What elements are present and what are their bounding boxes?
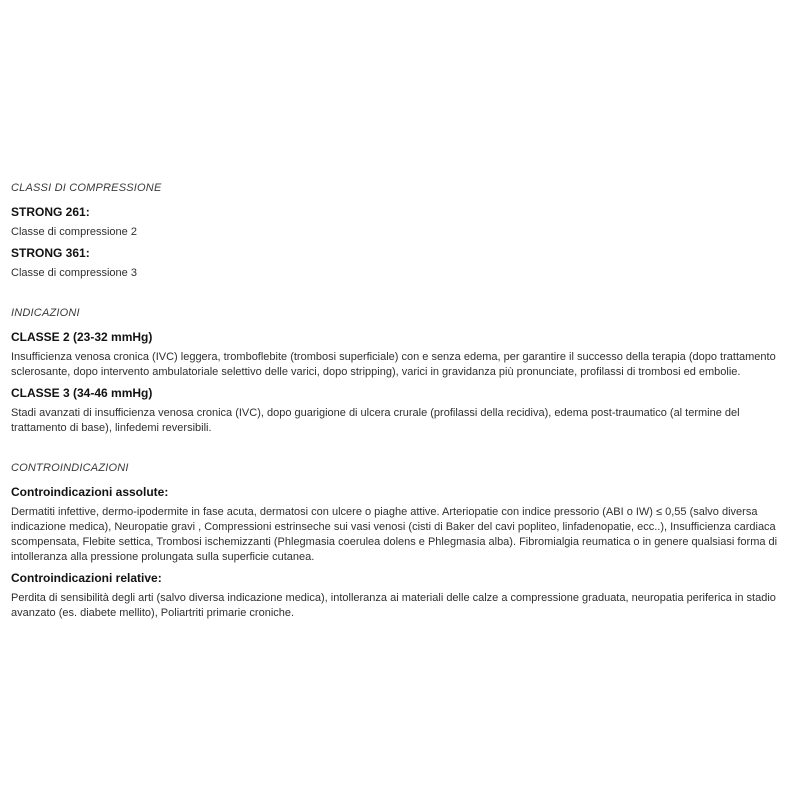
section-classi-di-compressione (11, 182, 781, 281)
paragraph-controindicazioni-relative: Perdita di sensibilità degli arti (salvo diversa indicazione medica), intolleranza ai materiali delle calze a compressione graduata, neuropatia periferica in stadio avanzato (es. diabete mellito), Poliartriti primarie croniche. (11, 592, 776, 619)
section-heading-indicazioni: INDICAZIONI (11, 307, 80, 319)
subheading-strong-361: STRONG 361: (11, 246, 90, 260)
subheading-controindicazioni-assolute: Controindicazioni assolute: (11, 485, 169, 499)
section-controindicazioni (11, 462, 781, 621)
section-indicazioni (11, 307, 781, 436)
paragraph-classe-compressione-2: Classe di compressione 2 (11, 226, 137, 238)
paragraph-classe-compressione-3: Classe di compressione 3 (11, 267, 137, 279)
section-heading-classi-di-compressione: CLASSI DI COMPRESSIONE (11, 182, 162, 194)
subheading-classe-2: CLASSE 2 (23-32 mmHg) (11, 330, 153, 344)
subheading-controindicazioni-relative: Controindicazioni relative: (11, 571, 162, 585)
paragraph-indicazioni-classe-2: Insufficienza venosa cronica (IVC) leggera, tromboflebite (trombosi superficiale) con e senza edema, per garantire il successo della terapia (dopo trattamento sclerosante, dopo intervento ambulatoriale selettivo delle varici, dopo stripping), varici in gravidanza più pronunciate, profilassi di trombosi ed embolie. (11, 351, 776, 378)
subheading-strong-261: STRONG 261: (11, 205, 90, 219)
paragraph-controindicazioni-assolute: Dermatiti infettive, dermo-ipodermite in fase acuta, dermatosi con ulcere o piaghe attive. Arteriopatie con indice pressorio (ABI o IW) ≤ 0,55 (salvo diversa indicazione medica), Neuropatie gravi , Compressioni estrinseche sui vasi venosi (cisti di Baker del cavi popliteo, linfadenopatie, ecc..), Insufficienza cardiaca scompensata, Flebite settica, Trombosi ischemizzanti (Phlegmasia coerulea dolens e Phlegmasia alba). Fibromialgia reumatica o in genere qualsiasi forma di intolleranza alla pressione prolungata sulla superficie cutanea. (11, 506, 778, 563)
section-heading-controindicazioni: CONTROINDICAZIONI (11, 462, 129, 474)
paragraph-indicazioni-classe-3: Stadi avanzati di insufficienza venosa cronica (IVC), dopo guarigione di ulcera crurale (profilassi della recidiva), edema post-traumatico (al termine del trattamento di base), linfedemi reversibili. (11, 407, 740, 434)
subheading-classe-3: CLASSE 3 (34-46 mmHg) (11, 386, 153, 400)
